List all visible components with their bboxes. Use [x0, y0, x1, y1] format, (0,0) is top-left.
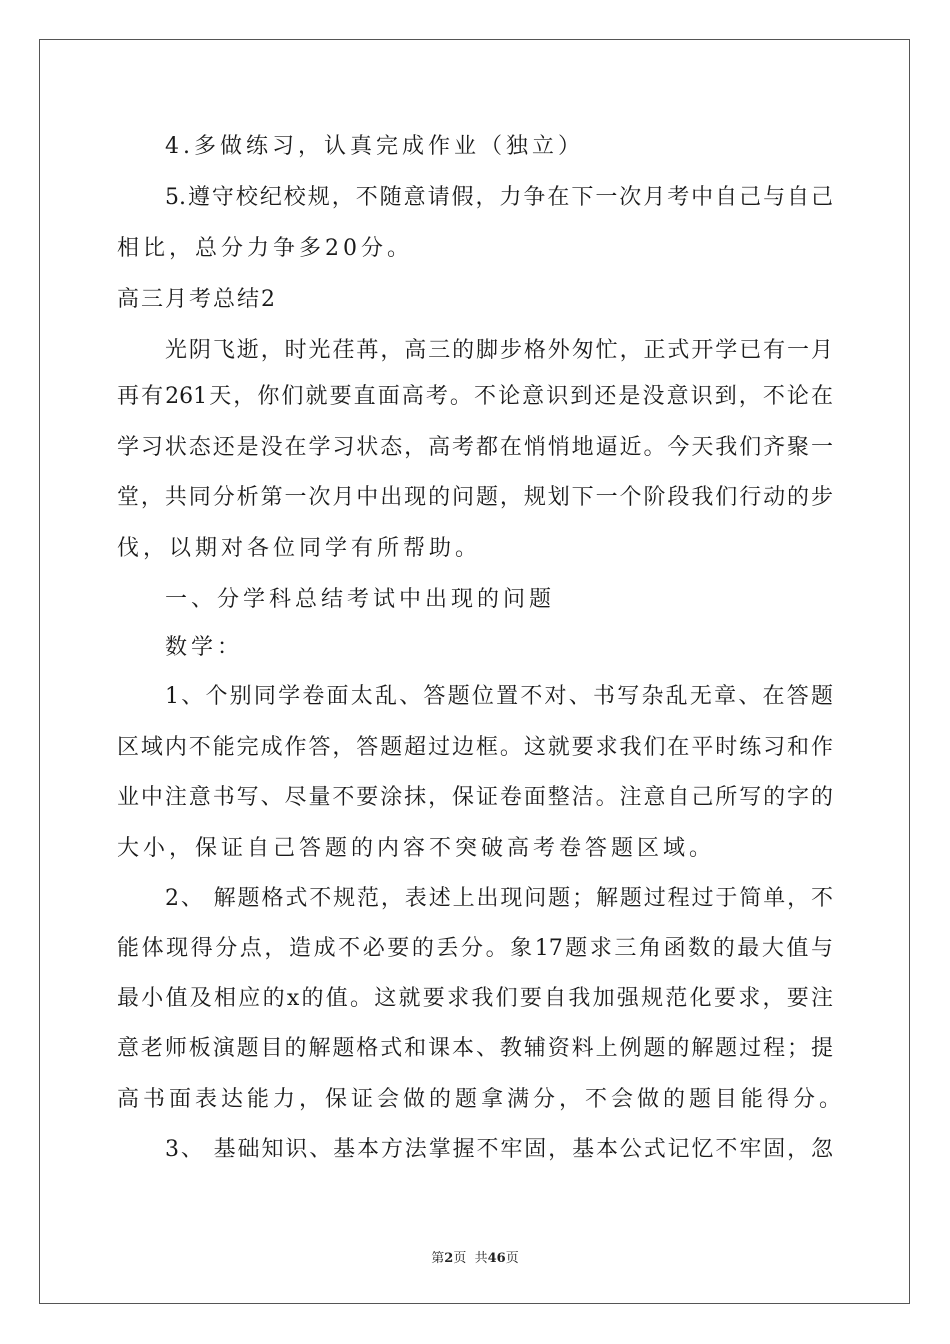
footer-page-number: 2	[444, 1251, 454, 1266]
text-line: 相比，总分力争多20分。	[117, 236, 413, 261]
text-line: 堂，共同分析第一次月中出现的问题，规划下一个阶段我们行动的步	[117, 485, 833, 510]
text-line: 3、 基础知识、基本方法掌握不牢固，基本公式记忆不牢固，忽	[165, 1137, 833, 1162]
text-line: 4.多做练习，认真完成作业（独立）	[165, 134, 584, 159]
text-line: 再有261天，你们就要直面高考。不论意识到还是没意识到，不论在	[117, 384, 833, 409]
footer-suffix: 页	[505, 1251, 519, 1266]
footer-prefix: 第	[431, 1251, 445, 1266]
text-line: 业中注意书写、尽量不要涂抹，保证卷面整洁。注意自己所写的字的	[117, 785, 833, 810]
text-line: 伐，以期对各位同学有所帮助。	[117, 536, 482, 561]
footer-total-pages: 46	[487, 1251, 506, 1266]
text-line: 学习状态还是没在学习状态，高考都在悄悄地逼近。今天我们齐聚一	[117, 435, 833, 460]
text-line: 高书面表达能力，保证会做的题拿满分，不会做的题目能得分。	[117, 1087, 846, 1112]
text-line: 大小，保证自己答题的内容不突破高考卷答题区域。	[117, 836, 716, 861]
text-line: 光阴飞逝，时光荏苒，高三的脚步格外匆忙，正式开学已有一月	[165, 338, 833, 363]
section-heading: 高三月考总结2	[117, 287, 277, 312]
text-line: 区域内不能完成作答，答题超过边框。这就要求我们在平时练习和作	[117, 735, 833, 760]
text-line: 最小值及相应的x的值。这就要求我们要自我加强规范化要求，要注	[117, 986, 833, 1011]
text-line: 数学：	[165, 635, 244, 660]
text-line: 能体现得分点，造成不必要的丢分。象17题求三角函数的最大值与	[117, 936, 833, 961]
footer-mid: 页 共	[453, 1251, 488, 1266]
page-footer	[0, 1247, 950, 1266]
text-line: 5.遵守校纪校规，不随意请假，力争在下一次月考中自己与自己	[165, 185, 833, 210]
text-line: 1、个别同学卷面太乱、答题位置不对、书写杂乱无章、在答题	[165, 684, 833, 709]
text-line: 2、 解题格式不规范，表述上出现问题；解题过程过于简单，不	[165, 886, 833, 911]
text-line: 一、分学科总结考试中出现的问题	[165, 587, 556, 612]
text-line: 意老师板演题目的解题格式和课本、教辅资料上例题的解题过程；提	[117, 1036, 833, 1061]
